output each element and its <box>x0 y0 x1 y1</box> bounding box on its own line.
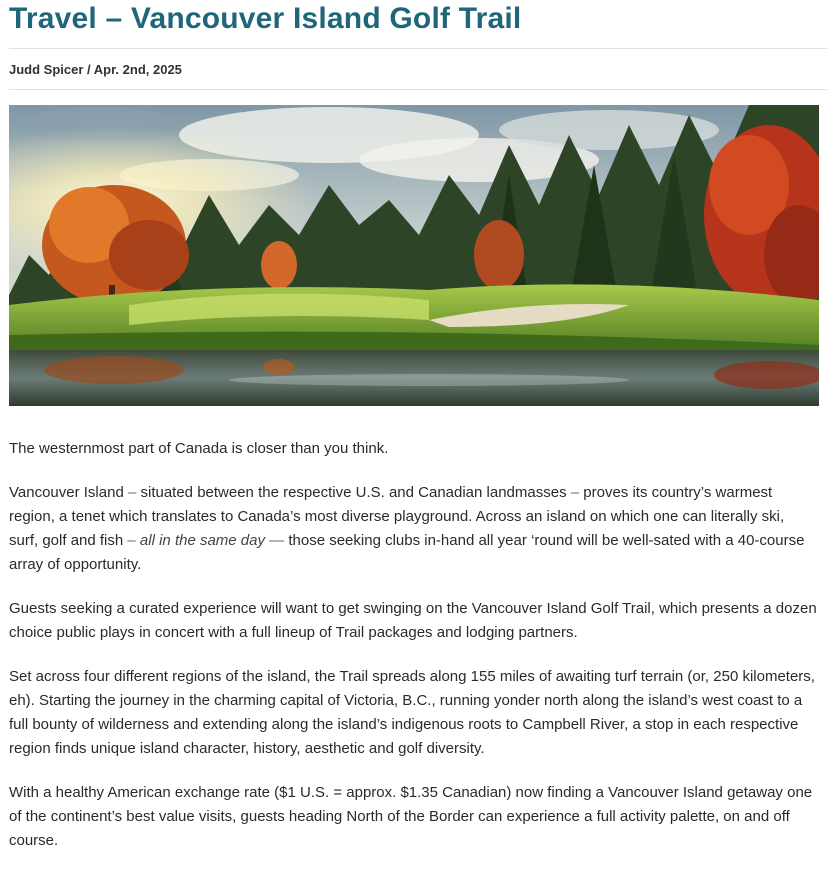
paragraph-exchange-rate: With a healthy American exchange rate ($1 U.S. = approx. $1.35 Canadian) now finding a Vancouver Island getaway one of the continent’s best value visits, guests heading North of the Border can experience a full activity palette, on and off course. <box>9 784 813 849</box>
paragraph-text: those seeking clubs in-hand all year ‘round will be well-sated with a 40-course array of opportunity. <box>9 532 805 573</box>
paragraph-text: proves its country’s warmest region, a tenet which translates to Canada’s most diverse playground. Across an island on which one can literally ski, surf, golf and fish <box>9 484 785 549</box>
dash: – <box>123 532 140 549</box>
paragraph-golf-trail: Guests seeking a curated experience will want to get swinging on the Vancouver Island Golf Trail, which presents a dozen choice public plays in concert with a full lineup of Trail packages and lodging partners. <box>9 600 817 641</box>
paragraph-text: Vancouver Island <box>9 484 124 501</box>
title-divider <box>9 48 827 49</box>
article-title: Travel – Vancouver Island Golf Trail <box>9 2 522 35</box>
dash: – <box>566 484 584 501</box>
article-body <box>9 437 817 873</box>
article-byline: Judd Spicer / Apr. 2nd, 2025 <box>9 62 182 77</box>
golf-course-photo <box>9 105 819 406</box>
paragraph-island-overview <box>9 481 817 577</box>
paragraph-regions: Set across four different regions of the island, the Trail spreads along 155 miles of awaiting turf terrain (or, 250 kilometers, eh). Starting the journey in the charming capital of Victoria, B.C., running yonder north along the island’s west coast to a full bounty of wilderness and extending along the island’s indigenous roots to Campbell River, a stop in each respective region finds unique island character, history, aesthetic and golf diversity. <box>9 668 815 757</box>
italic-phrase: all in the same day <box>139 532 265 549</box>
paragraph-text: situated between the respective U.S. and Canadian landmasses <box>140 484 567 501</box>
dash: – <box>123 484 141 501</box>
hero-image <box>9 105 819 406</box>
paragraph-intro: The westernmost part of Canada is closer than you think. <box>9 440 389 457</box>
dash: — <box>265 532 289 549</box>
byline-divider <box>9 89 827 90</box>
